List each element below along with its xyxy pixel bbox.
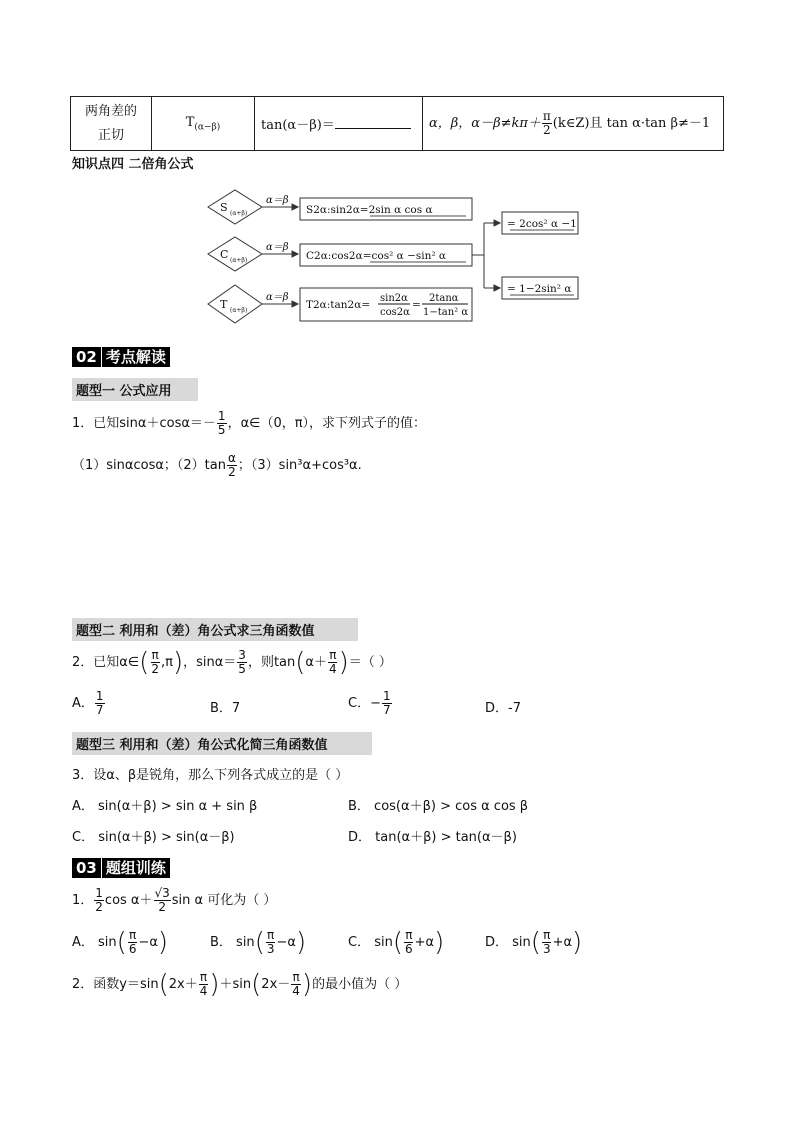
diamond-C-label: C — [220, 248, 229, 261]
type2-option-b: B．7 — [210, 701, 241, 716]
formula-expression-cell — [255, 97, 423, 151]
condition-pre: α，β，α－β≠kπ＋ — [429, 116, 541, 131]
arrow-label-2: α＝β — [266, 242, 289, 253]
section-header-03 — [72, 857, 170, 878]
diamond-T-label: T — [220, 298, 228, 311]
drill-option-d: D． sin( $\frac{\pi}{3}$ +α) — [485, 927, 583, 958]
type2-option-d: D．-7 — [485, 701, 521, 716]
diamond-T — [208, 285, 262, 323]
svg-text:1−tan² α: 1−tan² α — [423, 307, 469, 318]
type2-bar: 题型二 利用和（差）角公式求三角函数值 — [72, 618, 358, 641]
formula-symbol-sub: (α−β) — [194, 122, 221, 133]
type2-option-a: A． $\frac{1}{7}$ — [72, 689, 104, 717]
section-number: 02 — [72, 347, 101, 367]
formula-symbol-cell — [152, 97, 255, 151]
type3-bar: 题型三 利用和（差）角公式化简三角函数值 — [72, 732, 372, 755]
svg-text:2tanα: 2tanα — [429, 293, 459, 304]
type2-option-c: C．− $\frac{1}{7}$ — [348, 689, 391, 717]
type3-question-3: 3．设α、β是锐角，那么下列各式成立的是（ ） — [72, 768, 349, 783]
section4-title: 知识点四 二倍角公式 — [72, 157, 194, 172]
type3-option-d: D． tan(α＋β) > tan(α－β) — [348, 830, 517, 845]
svg-text:(α+β): (α+β) — [230, 257, 248, 264]
box-T-text: T2α:tan2α= — [306, 299, 371, 311]
formula-expression: tan(α－β)＝ — [261, 118, 335, 133]
section-header-02 — [72, 346, 170, 367]
drill-question-1: 1． $\frac{1}{2}$ cos α＋ $\frac{√3}{2}$ sin α 可化为（ ） — [72, 886, 277, 914]
svg-text:cos2α: cos2α — [380, 307, 410, 318]
formula-blank — [335, 116, 411, 129]
formula-name-line1: 两角差的 — [84, 103, 137, 119]
type3-option-c: C． sin(α＋β) > sin(α－β) — [72, 830, 235, 845]
diamond-C — [208, 237, 262, 271]
arrow-label-3: α＝β — [266, 292, 289, 303]
svg-text:(α+β): (α+β) — [230, 210, 248, 217]
drill-option-b: B． sin( $\frac{\pi}{3}$ −α) — [210, 927, 307, 958]
box-S-text: S2α:sin2α=2sin α cos α — [306, 204, 433, 216]
diamond-S-label: S — [220, 201, 228, 214]
type1-question-1: 1．已知sinα＋cosα＝－ $\frac{1}{5}$ ，α∈（0，π），求下列式子的值： — [72, 409, 427, 437]
arrow-label-1: α＝β — [266, 195, 289, 206]
result-1-text: = 2cos² α −1 — [507, 218, 577, 230]
type3-option-b: B． cos(α＋β) > cos α cos β — [348, 799, 529, 814]
type2-question-2: 2．已知α∈( $\frac{\pi}{2}$ ,π)，sinα＝ $\frac{3}{5}$ ，则tan(α＋ $\frac{\pi}{4}$ )＝（ ） — [72, 647, 392, 678]
table-row — [71, 97, 724, 151]
type1-question-1-parts: （1）sinαcosα；（2）tan $\frac{\alpha}{2}$ ；（3）sin³α+cos³α. — [72, 451, 362, 479]
box-C-text: C2α:cos2α=cos² α −sin² α — [306, 250, 447, 262]
double-angle-diagram — [200, 185, 590, 330]
section-title: 考点解读 — [102, 347, 170, 367]
svg-text:(α+β): (α+β) — [230, 307, 248, 314]
result-2-text: = 1−2sin² α — [507, 283, 572, 295]
formula-symbol: T — [185, 114, 195, 130]
drill-option-a: A． sin( $\frac{\pi}{6}$ −α) — [72, 927, 169, 958]
svg-text:sin2α: sin2α — [380, 293, 408, 304]
condition-post: (k∈Z)且 tan α·tan β≠－1 — [552, 116, 711, 131]
formula-name-line2: 正切 — [97, 127, 124, 143]
section-number: 03 — [72, 858, 101, 878]
drill-question-2: 2．函数y＝sin(2x＋ $\frac{\pi}{4}$ )＋sin(2x－ $\frac{\pi}{4}$ )的最小值为（ ） — [72, 969, 408, 1000]
formula-condition-cell — [423, 97, 724, 151]
section-title: 题组训练 — [102, 858, 170, 878]
formula-table — [70, 96, 724, 151]
diamond-S — [208, 190, 262, 224]
svg-text:=: = — [412, 299, 421, 311]
type3-option-a: A． sin(α＋β) > sin α + sin β — [72, 799, 258, 814]
drill-option-c: C． sin( $\frac{\pi}{6}$ +α) — [348, 927, 445, 958]
formula-name-cell — [71, 97, 152, 151]
condition-fraction: $\frac{\pi}{2}$ — [542, 109, 551, 137]
type1-bar: 题型一 公式应用 — [72, 378, 198, 401]
